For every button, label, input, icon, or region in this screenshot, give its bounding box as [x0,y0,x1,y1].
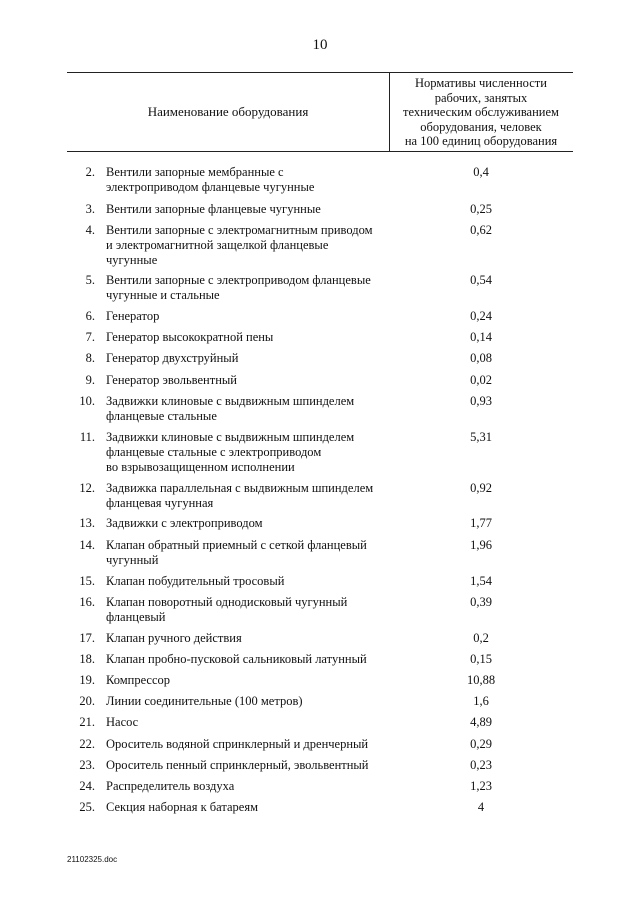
row-equipment-name [106,737,396,752]
row-norm-value: 0,15 [470,652,492,666]
row-equipment-name-line: Задвижки клиновые с выдвижным шпинделем [106,394,355,408]
row-number: 21. [79,715,95,729]
row-norm-value: 0,08 [470,351,492,365]
row-equipment-name [106,516,396,531]
row-norm-value: 0,4 [473,165,489,179]
row-norm-value: 4,89 [470,715,492,729]
row-norm-value: 0,54 [470,273,492,287]
row-equipment-name-line: Генератор двухструйный [106,351,239,365]
row-equipment-name [106,394,396,424]
row-number: 13. [79,516,95,530]
row-equipment-name [106,574,396,589]
row-equipment-name-line: во взрывозащищенном исполнении [106,460,295,474]
row-equipment-name-line: Задвижки с электроприводом [106,516,263,530]
row-norm-value: 1,96 [470,538,492,552]
row-equipment-name [106,481,396,511]
row-equipment-name-line: Распределитель воздуха [106,779,235,793]
row-equipment-name-line: Генератор высокократной пены [106,330,274,344]
row-norm-value: 0,25 [470,202,492,216]
row-number: 4. [85,223,95,237]
row-number: 11. [79,430,95,444]
row-norm-value: 0,14 [470,330,492,344]
row-equipment-name-line: Вентили запорные с электроприводом фланцевые [106,273,371,287]
row-norm-value: 5,31 [470,430,492,444]
row-number: 8. [85,351,95,365]
row-norm-value: 1,6 [473,694,489,708]
row-equipment-name [106,202,396,217]
row-norm-value: 0,62 [470,223,492,237]
row-number: 7. [85,330,95,344]
row-equipment-name [106,309,396,324]
row-number: 14. [79,538,95,552]
row-number: 22. [79,737,95,751]
header-norms [389,76,573,149]
row-equipment-name [106,779,396,794]
row-norm-value: 1,23 [470,779,492,793]
header-equipment-name: Наименование оборудования [147,104,309,119]
row-number: 17. [79,631,95,645]
row-norm-value: 1,54 [470,574,492,588]
row-equipment-name-line: Клапан ручного действия [106,631,242,645]
row-equipment-name-line: электроприводом фланцевые чугунные [106,180,315,194]
row-number: 10. [79,394,95,408]
header-norms-line: техническим обслуживанием [403,105,559,119]
row-equipment-name-line: Клапан поворотный однодисковый чугунный [106,595,348,609]
header-norms-line: Нормативы численности [415,76,547,90]
row-equipment-name-line: Задвижки клиновые с выдвижным шпинделем [106,430,355,444]
row-number: 18. [79,652,95,666]
row-equipment-name-line: чугунные [106,253,158,267]
header-norms-line: на 100 единиц оборудования [404,134,558,148]
row-equipment-name [106,694,396,709]
row-equipment-name-line: Ороситель водяной спринклерный и дренчерный [106,737,369,751]
row-equipment-name [106,673,396,688]
row-equipment-name [106,758,396,773]
row-number: 16. [79,595,95,609]
row-equipment-name [106,373,396,388]
row-equipment-name-line: фланцевые стальные с электроприводом [106,445,322,459]
row-equipment-name [106,351,396,366]
row-equipment-name-line: чугунные и стальные [106,288,220,302]
row-norm-value: 0,29 [470,737,492,751]
row-equipment-name [106,223,396,268]
page-number: 10 [312,37,328,53]
row-number: 19. [79,673,95,687]
row-equipment-name [106,595,396,625]
header-norms-line: оборудования, человек [420,119,542,134]
row-equipment-name [106,165,396,195]
row-number: 2. [85,165,95,179]
footer-filename: 21102325.doc [67,855,118,864]
row-equipment-name [106,430,396,475]
row-equipment-name [106,652,396,667]
row-number: 3. [85,202,95,216]
row-number: 24. [79,779,95,793]
row-norm-value: 0,2 [473,631,489,645]
row-equipment-name [106,273,396,303]
row-norm-value: 0,23 [470,758,492,772]
row-equipment-name-line: Ороситель пенный спринклерный, эвольвентный [106,758,369,772]
row-equipment-name-line: фланцевые стальные [106,409,217,423]
row-equipment-name-line: и электромагнитной защелкой фланцевые [106,238,329,252]
row-norm-value: 10,88 [466,673,496,687]
row-equipment-name-line: Секция наборная к батареям [106,800,258,814]
row-number: 15. [79,574,95,588]
row-equipment-name-line: чугунный [106,553,159,567]
row-equipment-name-line: Генератор эвольвентный [106,373,237,387]
row-equipment-name-line: Клапан пробно-пусковой сальниковый латунный [106,652,367,666]
row-norm-value: 1,77 [470,516,492,530]
row-equipment-name [106,631,396,646]
row-equipment-name-line: Вентили запорные фланцевые чугунные [106,202,321,216]
row-number: 9. [85,373,95,387]
header-norms-line: рабочих, занятых [434,90,528,105]
row-number: 6. [85,309,95,323]
row-equipment-name [106,330,396,345]
row-equipment-name-line: Клапан побудительный тросовый [106,574,285,588]
row-number: 20. [79,694,95,708]
row-number: 5. [85,273,95,287]
row-norm-value: 0,92 [470,481,492,495]
row-equipment-name-line: Клапан обратный приемный с сеткой фланцевый [106,538,367,552]
row-equipment-name-line: Вентили запорные мембранные с [106,165,284,179]
row-norm-value: 0,24 [470,309,492,323]
row-norm-value: 0,93 [470,394,492,408]
row-number: 25. [79,800,95,814]
row-norm-value: 4 [477,800,485,814]
row-equipment-name [106,715,396,730]
row-equipment-name-line: Генератор [106,309,160,323]
row-equipment-name-line: Насос [106,715,139,729]
row-norm-value: 0,02 [470,373,492,387]
row-equipment-name-line: фланцевая чугунная [106,496,214,510]
row-number: 12. [79,481,95,495]
row-equipment-name-line: Задвижка параллельная с выдвижным шпинделем [106,481,374,495]
row-equipment-name-line: Компрессор [106,673,171,687]
row-equipment-name [106,800,396,815]
row-equipment-name [106,538,396,568]
row-number: 23. [79,758,95,772]
row-equipment-name-line: Линии соединительные (100 метров) [106,694,303,708]
row-norm-value: 0,39 [470,595,492,609]
row-equipment-name-line: Вентили запорные с электромагнитным приводом [106,223,373,237]
table-header [67,72,573,152]
row-equipment-name-line: фланцевый [106,610,166,624]
